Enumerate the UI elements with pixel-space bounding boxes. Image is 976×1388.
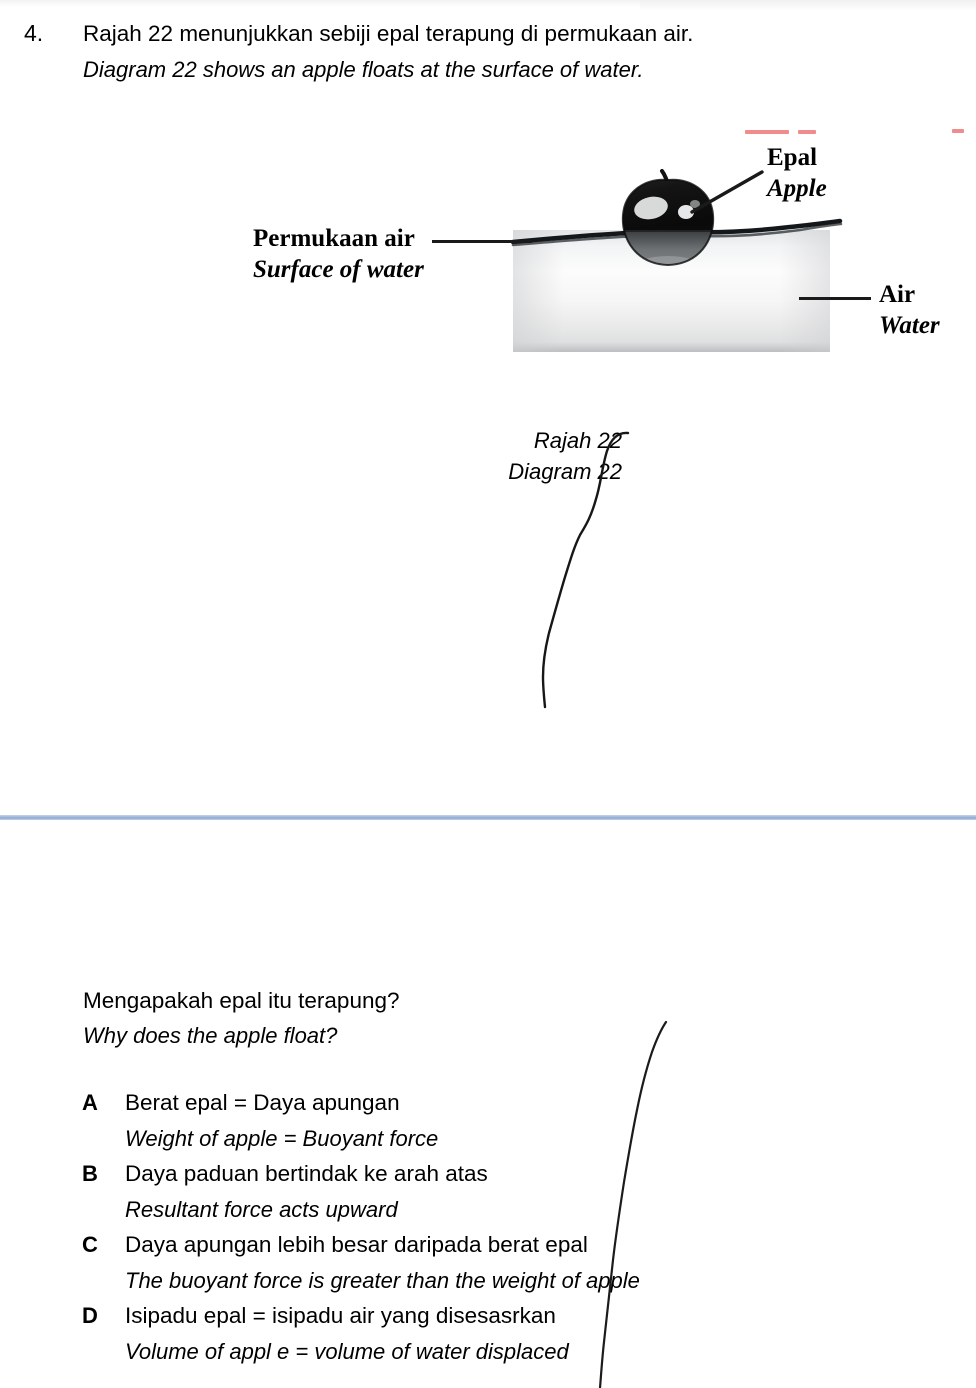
- apple-label-leader-line: [690, 168, 770, 218]
- answer-option-b[interactable]: [0, 1161, 976, 1232]
- label-surface-english: Surface of water: [253, 255, 424, 283]
- figure-caption-english: Diagram 22: [508, 459, 622, 485]
- surface-label-leader-line: [432, 240, 532, 243]
- stem-text-english: Diagram 22 shows an apple floats at the surface of water.: [83, 57, 644, 82]
- option-letter-c: C: [82, 1232, 98, 1257]
- question-number: 4.: [24, 20, 44, 46]
- water-label-leader-line: [799, 297, 871, 300]
- label-surface-malay: Permukaan air: [253, 225, 415, 252]
- pink-highlight-mark: [745, 130, 789, 134]
- option-letter-b: B: [82, 1161, 98, 1186]
- label-surface-of-water: [253, 224, 424, 285]
- answer-option-c[interactable]: [0, 1232, 976, 1303]
- label-apple-english: Apple: [767, 174, 827, 202]
- label-water-malay: Air: [879, 281, 916, 308]
- option-b-malay: Daya paduan bertindak ke arah atas: [125, 1161, 488, 1186]
- label-water: [879, 280, 940, 341]
- option-c-english: The buoyant force is greater than the weight of apple: [125, 1268, 640, 1293]
- option-d-english: Volume of appl e = volume of water displaced: [125, 1339, 569, 1364]
- label-apple: [767, 143, 827, 204]
- question-prompt-malay: Mengapakah epal itu terapung?: [83, 988, 400, 1013]
- answer-option-a[interactable]: [0, 1090, 976, 1161]
- answer-option-d[interactable]: [0, 1303, 976, 1374]
- answer-options-list: [0, 1090, 976, 1374]
- option-a-malay: Berat epal = Daya apungan: [125, 1090, 400, 1115]
- option-c-malay: Daya apungan lebih besar daripada berat epal: [125, 1232, 588, 1257]
- pink-highlight-mark: [952, 129, 964, 133]
- figure-caption: [0, 425, 622, 487]
- label-water-english: Water: [879, 311, 940, 339]
- question-prompt-english: Why does the apple float?: [83, 1023, 338, 1048]
- figure-caption-malay: Rajah 22: [533, 428, 622, 453]
- pink-highlight-mark: [798, 130, 816, 134]
- stem-text-malay: Rajah 22 menunjukkan sebiji epal terapung di permukaan air.: [83, 21, 694, 46]
- option-letter-d: D: [82, 1303, 98, 1328]
- option-b-english: Resultant force acts upward: [125, 1197, 398, 1222]
- option-letter-a: A: [82, 1090, 98, 1115]
- scan-edge-top-right: [640, 0, 976, 11]
- label-apple-malay: Epal: [767, 144, 818, 171]
- option-d-malay: Isipadu epal = isipadu air yang disesasrkan: [125, 1303, 556, 1328]
- option-a-english: Weight of apple = Buoyant force: [125, 1126, 439, 1151]
- section-divider: [0, 815, 976, 820]
